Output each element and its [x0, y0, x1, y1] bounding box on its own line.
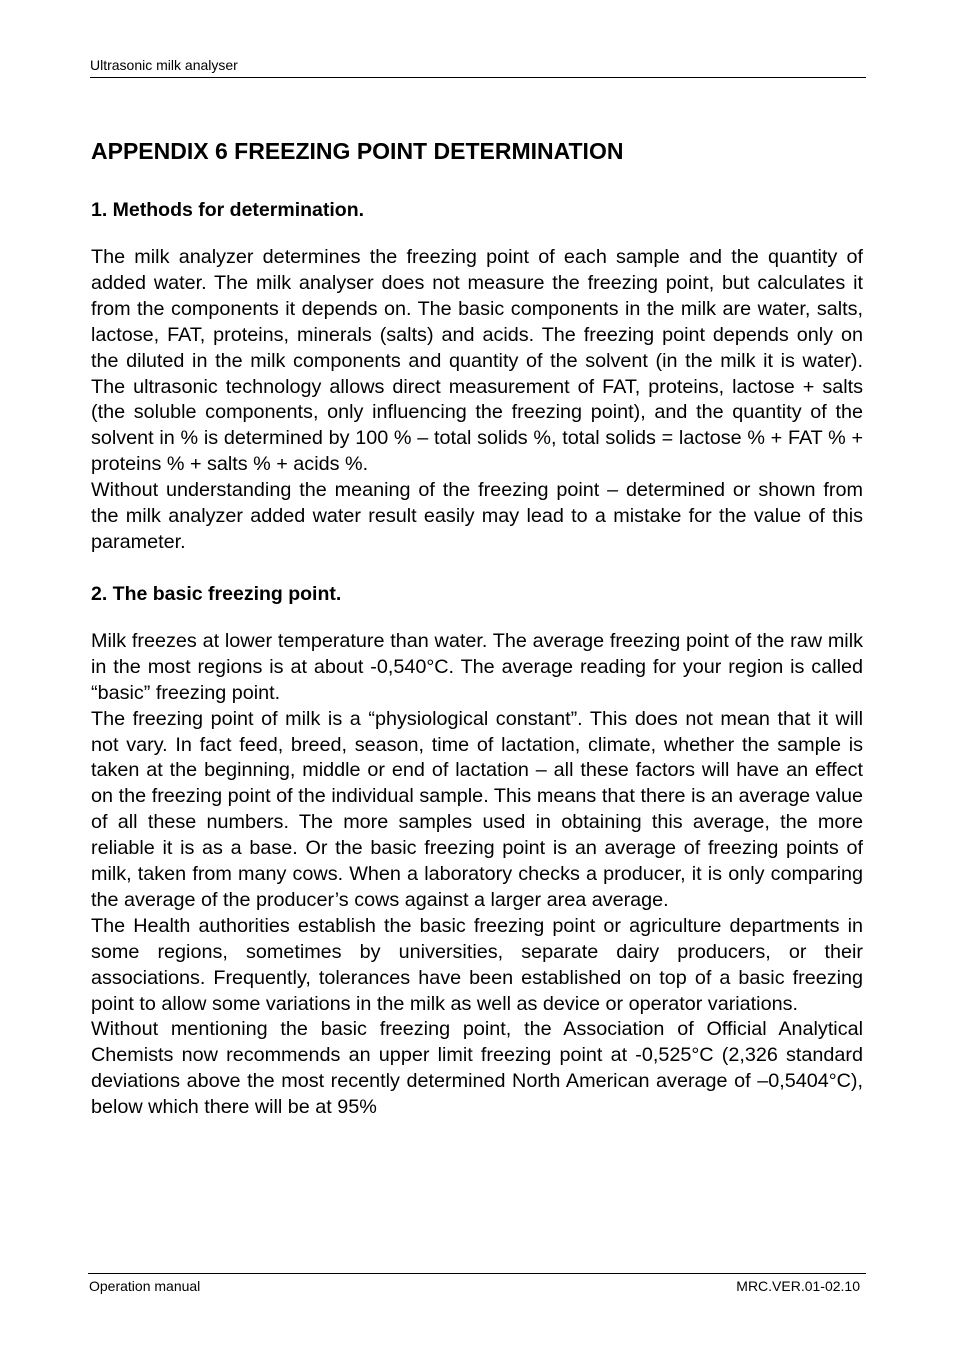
page-footer	[88, 1273, 866, 1294]
paragraph: Milk freezes at lower temperature than water. The average freezing point of the raw milk in the most regions is at about -0,540°C. The average reading for your region is called “basic” freezing point.	[91, 629, 863, 704]
footer-manual-label: Operation manual	[89, 1278, 201, 1294]
section-heading-basic-freezing-point: 2. The basic freezing point.	[91, 582, 342, 605]
footer-version-label: MRC.VER.01-02.10	[736, 1278, 860, 1294]
paragraph: The milk analyzer determines the freezing point of each sample and the quantity of added water. The milk analyser does not measure the freezing point, but calculates it from the components it depends on. The basic components in the milk are water, salts, lactose, FAT, proteins, minerals (salts) and acids. The freezing point depends only on the diluted in the milk components and quantity of the solvent (in the milk it is water). The ultrasonic technology allows direct measurement of FAT, proteins, lactose + salts (the soluble components, only influencing the freezing point), and the quantity of the solvent in % is determined by 100 % – total solids %, total solids = lactose % + FAT % + proteins % + salts % + acids %.	[91, 246, 863, 476]
header-title: Ultrasonic milk analyser	[90, 57, 238, 73]
paragraph: Without understanding the meaning of the freezing point – determined or shown from the milk analyzer added water result easily may lead to a mistake for the value of this parameter.	[91, 479, 863, 553]
paragraph: Without mentioning the basic freezing point, the Association of Official Analytical Chemists now recommends an upper limit freezing point at -0,525°C (2,326 standard deviations above the most recently determined North American average of –0,5404°C), below which there will be at 95%	[91, 1018, 863, 1119]
section-heading-methods: 1. Methods for determination.	[91, 199, 365, 221]
paragraph: The Health authorities establish the basic freezing point or agriculture departments in some regions, sometimes by universities, separate dairy producers, or their associations. Frequently, tolerances have been established on top of a basic freezing point to allow some variations in the milk as well as device or operator variations.	[91, 914, 863, 1015]
document-body	[91, 136, 863, 1121]
page-header	[90, 57, 866, 78]
paragraph: The freezing point of milk is a “physiological constant”. This does not mean that it will not vary. In fact feed, breed, season, time of lactation, climate, whether the sample is taken at the beginning, middle or end of lactation – all these factors will have an effect on the freezing point of the individual sample. This means that there is an average value of all these numbers. The more samples used in obtaining this average, the more reliable it is as a base. Or the basic freezing point is an average of freezing points of milk, taken from many cows. When a laboratory checks a producer, it is only comparing the average of the producer’s cows against a larger area average.	[91, 707, 863, 911]
page-title: APPENDIX 6 FREEZING POINT DETERMINATION	[91, 138, 624, 164]
